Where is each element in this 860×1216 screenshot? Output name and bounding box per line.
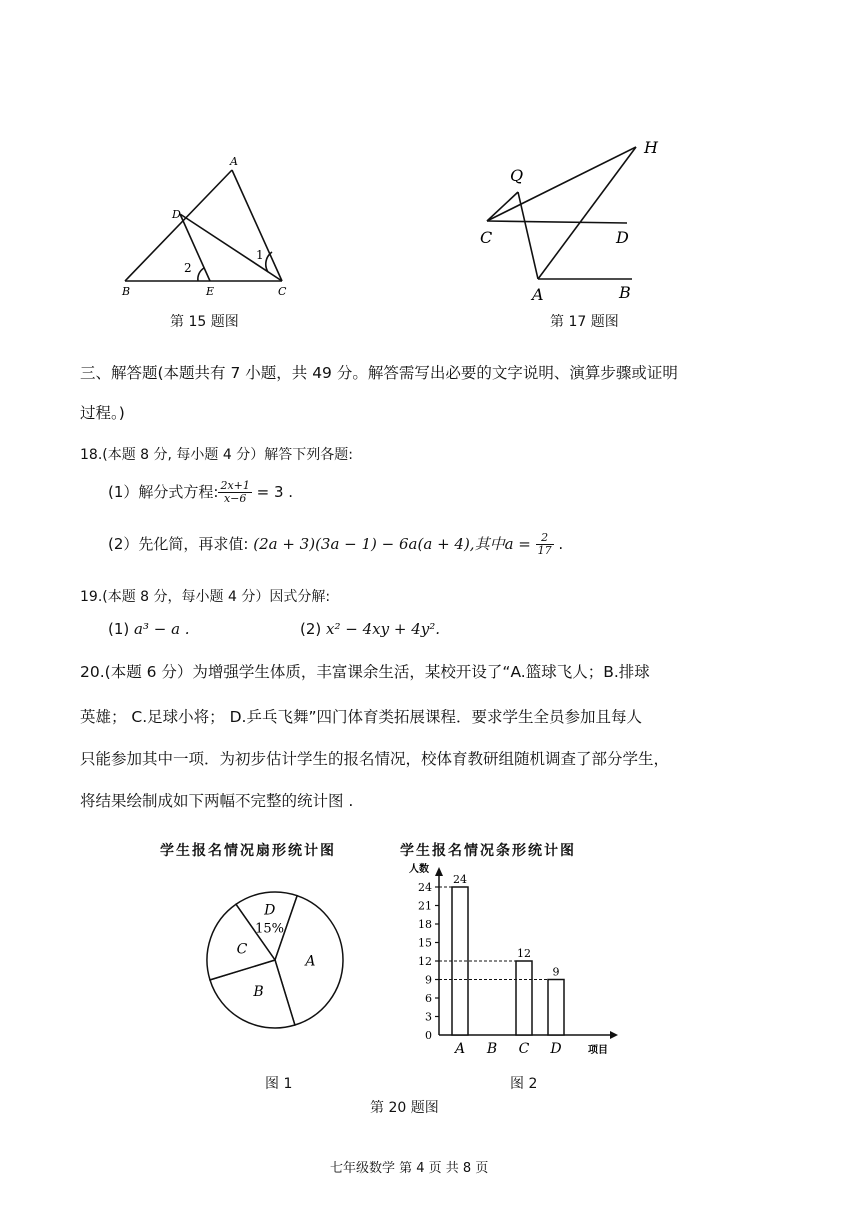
q18-part1-suffix: = 3 . — [256, 483, 294, 501]
q19-part1-prefix: (1) — [108, 620, 130, 638]
bar-y-tick-label-6: 6 — [425, 992, 432, 1005]
q19-part2 — [300, 620, 440, 638]
fig17-label-c: C — [480, 228, 493, 247]
bar-y-tick-label-9: 9 — [425, 973, 432, 987]
section3-heading: 三、解答题(本题共有 7 小题，共 49 分。解答需写出必要的文字说明、演算步骤或证明 — [80, 364, 678, 382]
pie-label-c: C — [236, 941, 248, 958]
bar-value-label-a: 24 — [453, 873, 467, 886]
fig17-segment-cq — [487, 192, 518, 221]
q18-part2-numerator: 2 — [536, 532, 554, 545]
q20-line1: 20.(本题 6 分）为增强学生体质，丰富课余生活，某校开设了“A.篮球飞人；B.排球 — [80, 663, 650, 681]
pie-label-b: B — [253, 984, 264, 1001]
q18-part2-denominator: 17 — [537, 544, 552, 557]
q18-part2-prefix: (2）先化简，再求值: — [108, 535, 249, 553]
q20-line3: 只能参加其中一项．为初步估计学生的报名情况，校体育教研组随机调查了部分学生， — [80, 750, 670, 768]
q18-part1-denominator: x−6 — [223, 492, 247, 505]
fig15-label-c: C — [278, 285, 287, 298]
q19-part1 — [108, 620, 190, 638]
bar-value-label-c: 12 — [517, 947, 531, 960]
q20-line2: 英雄； C.足球小将； D.乒乓飞舞”四门体育类拓展课程．要求学生全员参加且每人 — [80, 708, 642, 726]
q19-part1-expression: a³ − a . — [134, 620, 190, 638]
fig20-caption: 第 20 题图 — [370, 1100, 439, 1116]
fig17-caption: 第 17 题图 — [550, 314, 619, 330]
bar-y-tick-label-21: 21 — [418, 899, 432, 913]
q18-part2-suffix: . — [558, 535, 564, 553]
bar-y-tick-label-0: 0 — [425, 1029, 432, 1042]
q18-part1 — [108, 480, 293, 505]
figure-17 — [470, 135, 680, 305]
bar-y-tick-label-24: 24 — [418, 881, 432, 894]
bar-chart — [395, 860, 635, 1065]
pie-label-a: A — [305, 953, 316, 970]
bar-y-axis-arrow — [435, 867, 443, 876]
pie-label-d: D — [264, 902, 276, 919]
pie-caption: 图 1 — [265, 1076, 293, 1092]
bar-caption: 图 2 — [510, 1076, 538, 1092]
bar-x-axis-label: 项目 — [588, 1045, 608, 1056]
bar-x-axis-arrow — [610, 1031, 618, 1039]
q19-part2-expression: x² − 4xy + 4y². — [326, 620, 440, 638]
figure-15 — [110, 150, 300, 300]
q18-part2-fraction — [536, 532, 554, 557]
pie-chart-title: 学生报名情况扇形统计图 — [160, 843, 336, 859]
bar-category-label-c: C — [518, 1041, 530, 1057]
bar-chart-title: 学生报名情况条形统计图 — [400, 843, 576, 859]
page-footer: 七年级数学 第 4 页 共 8 页 — [330, 1161, 489, 1176]
fig17-label-b: B — [619, 283, 631, 302]
fig15-label-angle1: 1 — [256, 248, 264, 262]
q18-part1-numerator: 2x+1 — [220, 479, 250, 492]
fig15-label-angle2: 2 — [184, 261, 192, 275]
fig17-segment-ah — [538, 147, 636, 279]
bar-c — [516, 961, 532, 1035]
fig15-label-b: B — [122, 285, 131, 298]
pie-chart — [195, 880, 355, 1040]
q19-header: 19.(本题 8 分，每小题 4 分）因式分解: — [80, 589, 331, 605]
q18-part1-fraction — [218, 480, 251, 505]
fig17-label-h: H — [644, 138, 658, 157]
fig17-segment-qa — [518, 192, 538, 279]
fig15-label-a: A — [230, 155, 238, 168]
fig15-label-d: D — [172, 208, 181, 221]
bar-category-label-a: A — [454, 1041, 466, 1057]
fig15-angle2-arc — [198, 268, 204, 281]
fig17-line-cd — [487, 221, 627, 223]
bar-d — [548, 980, 564, 1036]
section3-heading-cont: 过程。) — [80, 404, 125, 422]
fig15-label-e: E — [206, 285, 215, 298]
bar-value-label-d: 9 — [552, 965, 560, 979]
q18-part1-prefix: (1）解分式方程: — [108, 483, 219, 501]
bar-y-tick-label-18: 18 — [418, 918, 432, 931]
fig17-label-q: Q — [510, 166, 524, 185]
bar-y-tick-label-12: 12 — [418, 955, 432, 968]
q20-line4: 将结果绘制成如下两幅不完整的统计图 . — [80, 792, 354, 810]
fig15-side-ab — [125, 170, 232, 281]
bar-category-label-d: D — [550, 1041, 562, 1057]
q18-part2 — [108, 532, 563, 557]
fig17-label-d: D — [616, 228, 629, 247]
q18-part2-expression: (2a + 3)(3a − 1) − 6a(a + 4),其中a = — [253, 535, 531, 553]
bar-y-tick-label-15: 15 — [418, 936, 432, 950]
pie-value-label-d: 15% — [255, 921, 285, 937]
fig15-caption: 第 15 题图 — [170, 314, 239, 330]
q18-header: 18.(本题 8 分, 每小题 4 分）解答下列各题: — [80, 447, 353, 463]
bar-category-label-b: B — [486, 1041, 498, 1057]
bar-y-axis-label: 人数 — [409, 864, 429, 875]
bar-y-tick-label-3: 3 — [425, 1010, 432, 1024]
q19-part2-prefix: (2) — [300, 620, 322, 638]
fig17-label-a: A — [532, 285, 544, 304]
